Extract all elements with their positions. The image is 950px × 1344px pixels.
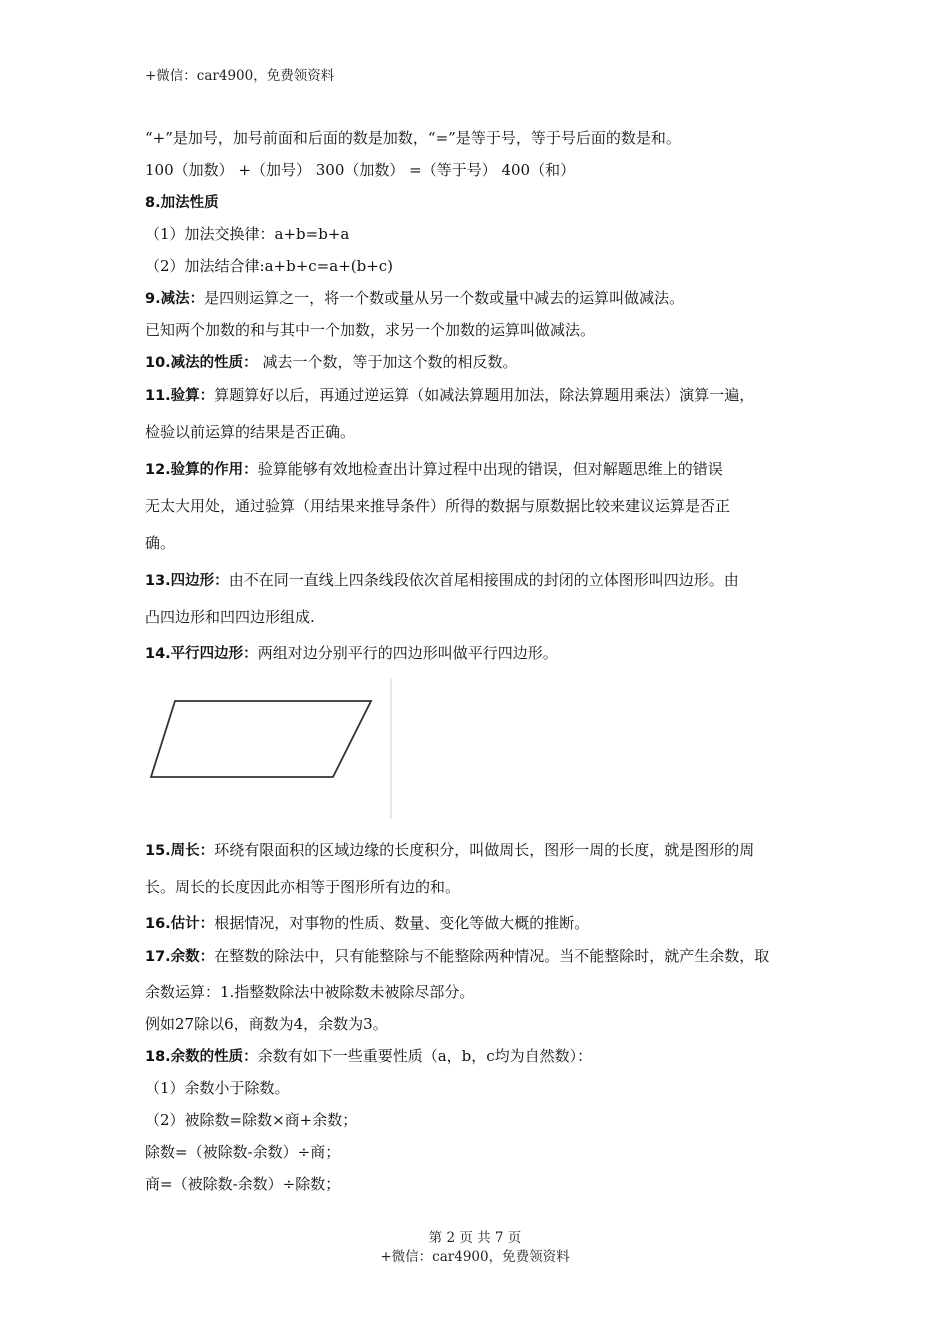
line-text: 检验以前运算的结果是否正确。 <box>145 423 356 441</box>
header-watermark: +微信：car4900，免费领资料 <box>145 68 335 84</box>
term-heading: 17.余数： <box>145 949 215 965</box>
line-text: （1）余数小于除数。 <box>145 1079 290 1097</box>
line-text: （2）加法结合律:a+b+c=a+(b+c) <box>145 257 394 275</box>
parallelogram-figure <box>145 679 815 831</box>
line-text: 商=（被除数-余数）÷除数； <box>145 1175 341 1193</box>
parallelogram-shape <box>151 701 371 777</box>
document-body <box>145 124 815 1202</box>
line-text: 凸四边形和凹四边形组成. <box>145 608 315 626</box>
page-number: 第 2 页 共 7 页 <box>428 1230 522 1246</box>
text-line <box>145 1042 815 1074</box>
text-line <box>145 565 815 602</box>
term-heading: 9.减法： <box>145 291 205 307</box>
line-text: 在整数的除法中，只有能整除与不能整除两种情况。当不能整除时，就产生余数，取 <box>214 947 770 965</box>
line-text: 两组对边分别平行的四边形叫做平行四边形。 <box>257 644 558 662</box>
line-text: 除数=（被除数-余数）÷商； <box>145 1143 341 1161</box>
text-line <box>145 1074 815 1106</box>
text-line <box>145 417 815 454</box>
term-heading: 18.余数的性质： <box>145 1049 258 1065</box>
text-line <box>145 316 815 348</box>
parallelogram-diagram <box>145 679 405 831</box>
text-block-1 <box>145 124 815 671</box>
text-line <box>145 220 815 252</box>
line-text: 无太大用处，通过验算（用结果来推导条件）所得的数据与原数据比较来建议运算是否正 <box>145 497 731 515</box>
text-line <box>145 602 815 639</box>
text-line <box>145 1138 815 1170</box>
term-heading: 14.平行四边形： <box>145 646 258 662</box>
line-text: 余数运算：1.指整数除法中被除数未被除尽部分。 <box>145 983 475 1001</box>
text-line <box>145 124 815 156</box>
term-heading: 10.减法的性质： <box>145 355 258 371</box>
text-line <box>145 1106 815 1138</box>
text-line <box>145 1010 815 1042</box>
line-text: 由不在同一直线上四条线段依次首尾相接围成的封闭的立体图形叫四边形。由 <box>228 571 739 589</box>
text-line <box>145 284 815 316</box>
line-text: 根据情况，对事物的性质、数量、变化等做大概的推断。 <box>214 914 590 932</box>
line-text: 减去一个数，等于加这个数的相反数。 <box>257 353 518 371</box>
line-text: 验算能够有效地检查出计算过程中出现的错误，但对解题思维上的错误 <box>257 460 723 478</box>
term-heading: 13.四边形： <box>145 573 229 589</box>
term-heading: 12.验算的作用： <box>145 462 258 478</box>
text-line <box>145 252 815 284</box>
text-line <box>145 872 815 909</box>
text-line <box>145 835 815 872</box>
text-line <box>145 491 815 528</box>
text-line <box>145 528 815 565</box>
term-heading: 11.验算： <box>145 388 215 404</box>
line-text: 环绕有限面积的区域边缘的长度积分，叫做周长，图形一周的长度，就是图形的周 <box>214 841 755 859</box>
text-line <box>145 941 815 978</box>
line-text: 算题算好以后，再通过逆运算（如减法算题用加法，除法算题用乘法）演算一遍， <box>214 386 755 404</box>
term-heading: 16.估计： <box>145 916 215 932</box>
line-text: 余数有如下一些重要性质（a，b，c均为自然数）： <box>257 1047 593 1065</box>
term-heading: 8.加法性质 <box>145 195 219 211</box>
text-line <box>145 1170 815 1202</box>
line-text: 100（加数） +（加号） 300（加数） =（等于号） 400（和） <box>145 161 576 179</box>
text-line <box>145 380 815 417</box>
text-line <box>145 348 815 380</box>
line-text: 确。 <box>145 534 176 552</box>
text-line <box>145 639 815 671</box>
line-text: （2）被除数=除数×商+余数； <box>145 1111 358 1129</box>
line-text: 例如27除以6，商数为4，余数为3。 <box>145 1015 388 1033</box>
line-text: 长。周长的长度因此亦相等于图形所有边的和。 <box>145 878 461 896</box>
text-block-2 <box>145 835 815 1202</box>
text-line <box>145 188 815 220</box>
text-line <box>145 156 815 188</box>
line-text: 是四则运算之一，将一个数或量从另一个数或量中减去的运算叫做减法。 <box>204 289 685 307</box>
text-line <box>145 909 815 941</box>
text-line <box>145 978 815 1010</box>
line-text: （1）加法交换律：a+b=b+a <box>145 225 350 243</box>
term-heading: 15.周长： <box>145 843 215 859</box>
line-text: “+”是加号，加号前面和后面的数是加数，“=”是等于号，等于号后面的数是和。 <box>145 129 681 147</box>
text-line <box>145 454 815 491</box>
footer-watermark: +微信：car4900，免费领资料 <box>380 1249 570 1265</box>
line-text: 已知两个加数的和与其中一个加数，求另一个加数的运算叫做减法。 <box>145 321 596 339</box>
